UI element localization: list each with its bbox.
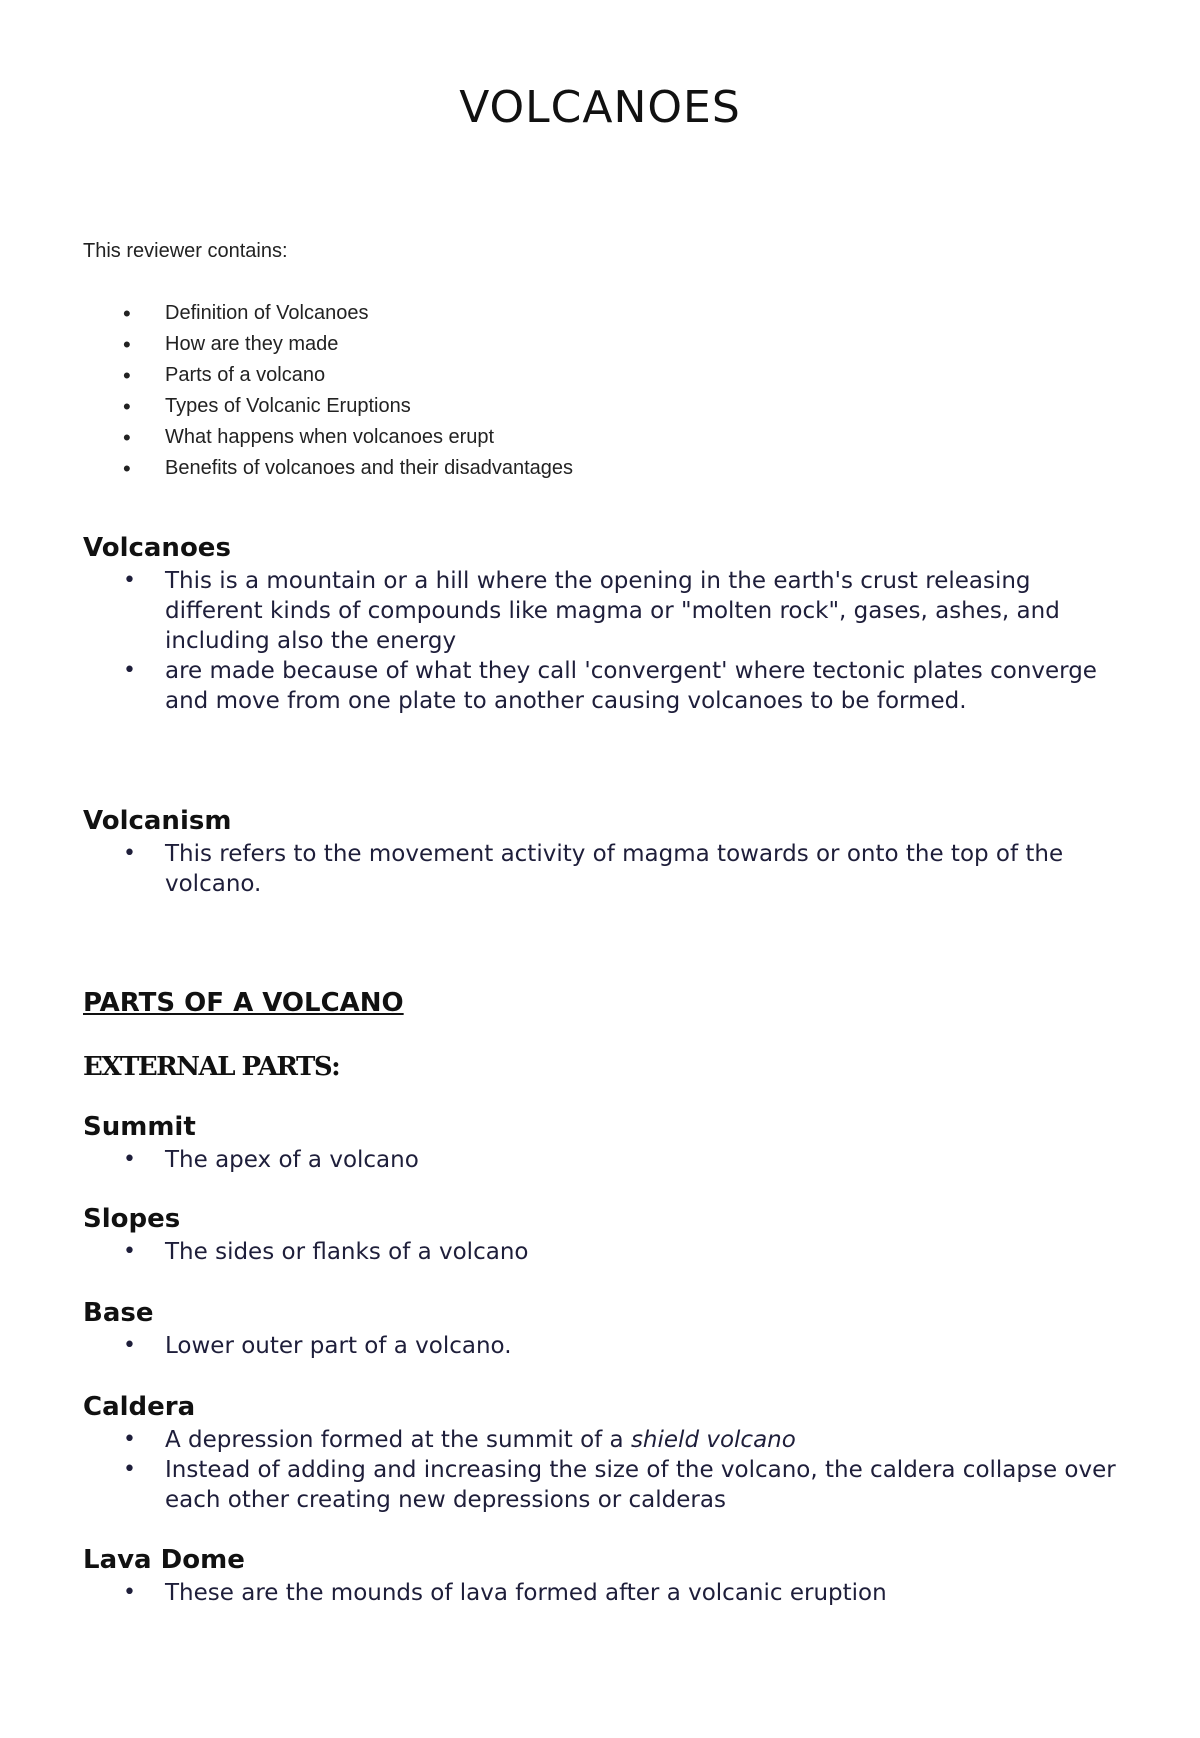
document-title: VOLCANOES bbox=[459, 82, 741, 133]
list-item: • Definition of Volcanoes bbox=[83, 298, 573, 329]
slopes-bullets bbox=[83, 1237, 1123, 1267]
list-item: • What happens when volcanoes erupt bbox=[83, 422, 573, 453]
contents-list bbox=[83, 298, 573, 484]
summit-bullets bbox=[83, 1145, 1123, 1175]
intro-text: This reviewer contains: bbox=[83, 240, 288, 262]
list-item: • Lower outer part of a volcano. bbox=[83, 1331, 1123, 1361]
list-item: • Types of Volcanic Eruptions bbox=[83, 391, 573, 422]
section-heading-slopes: Slopes bbox=[83, 1204, 181, 1234]
section-heading-caldera: Caldera bbox=[83, 1392, 196, 1422]
volcanoes-bullets bbox=[83, 566, 1123, 716]
caldera-bullet-text: A depression formed at the summit of a bbox=[165, 1427, 631, 1453]
caldera-bullets bbox=[83, 1425, 1123, 1515]
lava-dome-bullets bbox=[83, 1578, 1123, 1608]
volcanism-bullets bbox=[83, 839, 1123, 899]
section-heading-lava-dome: Lava Dome bbox=[83, 1545, 245, 1575]
list-item: • This refers to the movement activity of magma towards or onto the top of the volcano. bbox=[83, 839, 1123, 899]
list-item bbox=[83, 1425, 1123, 1455]
list-item: • These are the mounds of lava formed after a volcanic eruption bbox=[83, 1578, 1123, 1608]
caldera-bullet-emphasis: shield volcano bbox=[630, 1427, 796, 1453]
list-item: • How are they made bbox=[83, 329, 573, 360]
list-item: • The apex of a volcano bbox=[83, 1145, 1123, 1175]
external-parts-title: EXTERNAL PARTS: bbox=[83, 1052, 340, 1082]
list-item: • Instead of adding and increasing the size of the volcano, the caldera collapse over each other creating new depressions or calderas bbox=[83, 1455, 1123, 1515]
list-item: • This is a mountain or a hill where the opening in the earth's crust releasing different kinds of compounds like magma or "molten rock", gases, ashes, and including also the energy bbox=[83, 566, 1123, 656]
section-heading-summit: Summit bbox=[83, 1112, 196, 1142]
section-heading-base: Base bbox=[83, 1298, 154, 1328]
list-item: • The sides or flanks of a volcano bbox=[83, 1237, 1123, 1267]
parts-of-volcano-title: PARTS OF A VOLCANO bbox=[83, 988, 404, 1018]
section-heading-volcanoes: Volcanoes bbox=[83, 533, 231, 563]
list-item: • Benefits of volcanoes and their disadvantages bbox=[83, 453, 573, 484]
list-item: • Parts of a volcano bbox=[83, 360, 573, 391]
section-heading-volcanism: Volcanism bbox=[83, 806, 232, 836]
list-item: • are made because of what they call 'convergent' where tectonic plates converge and move from one plate to another causing volcanoes to be formed. bbox=[83, 656, 1123, 716]
base-bullets bbox=[83, 1331, 1123, 1361]
